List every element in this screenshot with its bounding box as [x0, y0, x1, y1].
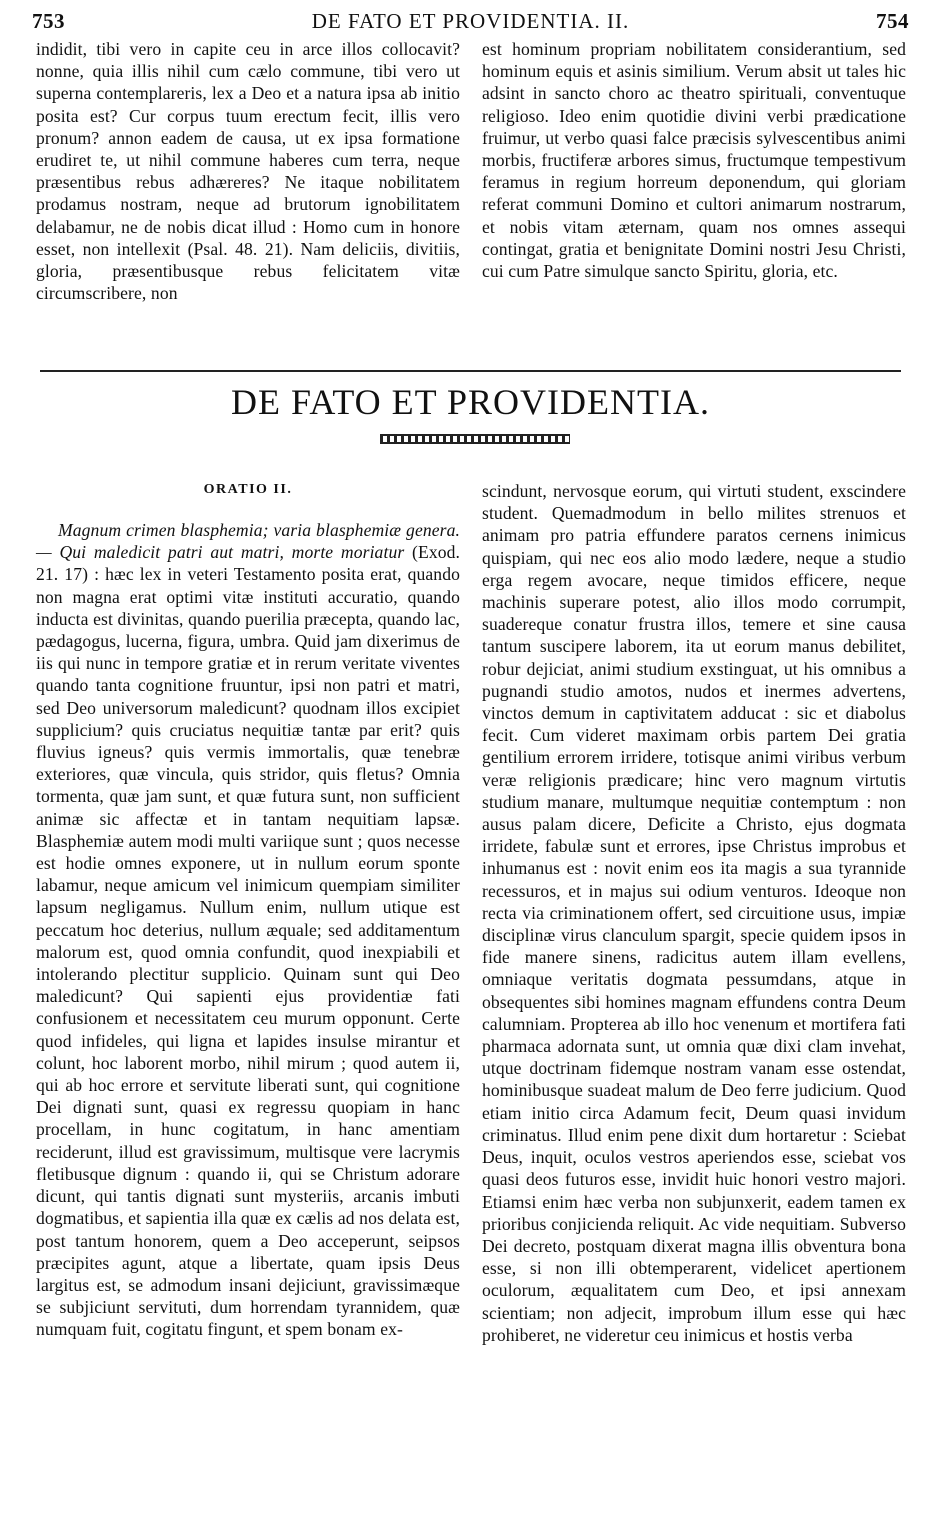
page-number-left: 753 [32, 8, 65, 33]
summary-italic: Magnum crimen blasphemia; varia blasphemiæ genera. — Qui maledicit patri aut matri, morte moriatur [36, 520, 460, 563]
top-right-column [482, 38, 906, 282]
body-text-right: scindunt, nervosque eorum, qui virtuti student, exscindere student. Quemadmodum in bello milites strenuos et animam pro patria effundere paratos cernens inimicus quispiam, qui nec eos alio modo lædere, neque a studio erga regem avocare, neque timidos efficere, neque machinis superare potest, alio illos modo corrumpit, suadereque conatur frustra illos, temere et sine causa tantum suscipere laborem, ita ut eorum manus debilitet, robur dejiciat, animi studium exstinguat, ut his omnibus a pugnandi studio amotos, nudos et inermes advertens, vinctos demum in captivitatem adducat : sic et diabolus fecit. Cum videret maximam orbis partem Dei gratia gentilium errorem irridere, totisque animi viribus verbum veræ religionis prædicare; hinc vero magnum virtutis studium manare, multumque nequitiæ contemptum : non ausus palam dicere, Deficite a Christo, ejus dogmata irridete, fabulæ sunt et errores, ipse Christus improbus et inhumanus est : novit enim eos ita magis a sua tyrannide recessuros, et in majus sui odium venturos. Ideoque non recta via criminationem offert, sed circuitione usus, impiæ disciplinæ virus clanculum spargit, specie quidem ipsos in fide manere sinens, radicitus autem illam evellens, omniaque veritatis dogmata pessumdans, atque in obsequentes sibi homines magnam effundens contra Deum calumniam. Propterea ab illo hoc venenum et mortifera fati pharmaca adornata sunt, ut omnia quæ dixi clam invehat, utque doctrinam fidemque nostram vanam esse ostendat, hominibusque suadeat malum de Deo ferre judicium. Quod etiam initio circa Adamum fecit, Deum quasi invidum criminatus. Illud enim pene dixit dum hortaretur : Sciebat Deus, inquit, oculos vestros aperiendos esse, sciebat vos quasi deos futuros esse, invidit huic honori vestro majori. Etiamsi enim hæc verba non subjunxerit, eadem tamen ex prioribus conjicienda reliquit. Ac vide nequitiam. Subverso Dei decreto, postquam dixerat magna illis obventura bona esse, si non illi obtemperarent, videlicet apertionem oculorum, æqualitatem cum Deo, et ipsi annexam scientiam; non adjecit, improbum illum esse qui hæc prohiberet, ne videretur ceu inimicus et hostis verba [482, 481, 906, 1345]
page-number-right: 754 [875, 8, 909, 33]
bottom-left-column [36, 519, 460, 1341]
ornament-divider [380, 434, 570, 444]
oratio-heading: ORATIO II. [203, 482, 293, 497]
top-left-text: indidit, tibi vero in capite ceu in arce illos collocavit? nonne, quia illis nihil cum cælo commune, tibi vero ut superna contemplareris, lex a Deo et a natura ipsa ab initio posita est? Cur corpus tuum erectum fecit, illis vero pronum? annon eadem de causa, ut ex ipsa formatione erudiret te, ut nihil commune haberes cum terra, neque præsentibus rebus adhæreres? Ne itaque nobilitatem prodamus nostram, neque ad brutorum ignobilitatem delabamur, ne de nobis dicat illud : Homo cum in honore esset, non intellexit (Psal. 48. 21). Nam deliciis, divitiis, gloria, præsentibusque rebus felicitatem vitæ circumscribere, non [36, 39, 460, 304]
running-header [32, 8, 909, 34]
top-right-text: est hominum propriam nobilitatem considerantium, sed hominum equis et asinis similium. Verum absit ut tales hic adsint in sancto choro ac theatro spirituali, conventuque religioso. Ideo enim quotidie divini verbi prædicatione fruimur, ut verbo quasi falce præcisis sylvescentibus animi morbis, fructiferæ arbores simus, fructumque tempestivum feramus in regium horreum deponendum, qui gloriam referat communi Domino et cultori animarum nostrarum, et nobis vitam æternam, quam nos omnes assequi contingat, gratia et benignitate Domini nostri Jesu Christi, cui cum Patre simulque sancto Spiritu, gloria, etc. [482, 39, 906, 282]
body-text-left: (Exod. 21. 17) : hæc lex in veteri Testamento posita erat, quando non magna erat optimi vitæ instituti accuratio, quando inducta est divinitas, quando puerilia præcepta, quando lac, pædagogus, lucerna, figura, umbra. Quid jam dixerimus de iis qui nunc in tempore gratiæ et in rerum veritate viventes quando tanta cognitione fruuntur, ipsi non patri et matri, sed Deo universorum maledicunt? quodnam illos excipiet supplicium? quis cruciatus nequitiæ tantæ par erit? quis fluvius igneus? quis vermis immortalis, quæ tenebræ exteriores, quæ vincula, quis stridor, quis fletus? Omnia tormenta, quæ jam sunt, et quæ futura sunt, non sufficient animæ sic affectæ et in tantam nequitiam lapsæ. Blasphemiæ autem modi multi variique sunt ; quos necesse est hodie omnes exponere, ut in nullum eorum sponte labamur, neque amicum vel inimicum quempiam similiter lapsum negligamus. Nullum enim, nullum utique est peccatum hoc deterius, nullum æquale; sed additamentum malorum est, quod omnia confundit, quod inexpiabili et intolerando plectitur supplicio. Quinam sunt qui Deo maledicunt? Qui sapienti ejus providentiæ fati confusionem et necessitatem ceu murum opponunt. Certe quod infideles, qui ligna et lapides insulse mirantur et colunt, hoc laborent morbo, nihil mirum ; quod autem ii, qui ab hoc errore et servitute liberati sunt, qui cognitione Dei dignati sunt, quasi ex regressu quopiam in hanc procellam, in hunc cogitatum, in hanc amentiam reciderunt, illud est gravissimum, multisque vere lacrymis fletibusque dignum : quando ii, qui se Christum adorare dicunt, qui tantis dignati sunt mysteriis, arcanis imbuti dogmatibus, et sapientia illa quæ ex cælis ad nos delata est, post tantum honorem, quem a Deo acceperunt, seipsos præcipites agunt, atque a libertate, quam ipsis Deus largitus est, se admodum insani dejiciunt, gravissimæque se subjiciunt servituti, dum horrendam tyrannidem, quæ numquam fuit, cogitatu fingunt, et spem bonam ex- [36, 542, 461, 1340]
bottom-right-column [482, 480, 906, 1346]
body-paragraph [36, 519, 460, 1341]
running-title: DE FATO ET PROVIDENTIA. II. [311, 8, 630, 33]
top-left-column [36, 38, 460, 304]
section-divider [40, 370, 901, 372]
section-title: DE FATO ET PROVIDENTIA. [231, 382, 710, 422]
